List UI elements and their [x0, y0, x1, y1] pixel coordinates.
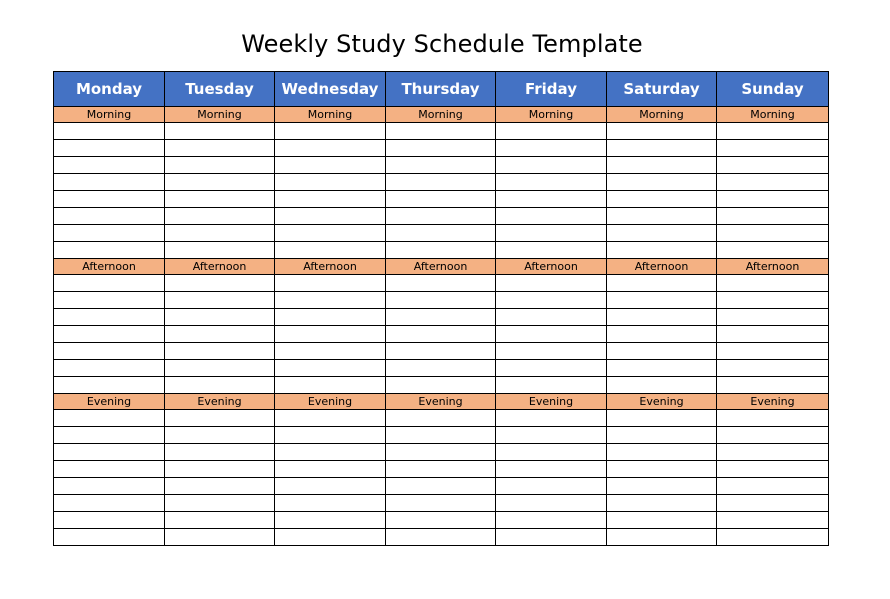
table-row — [54, 174, 829, 191]
schedule-cell[interactable] — [165, 478, 275, 495]
period-label-afternoon-thursday: Afternoon — [386, 259, 496, 275]
schedule-cell[interactable] — [496, 427, 607, 444]
schedule-cell[interactable] — [717, 495, 829, 512]
period-label-evening-friday: Evening — [496, 394, 607, 410]
schedule-cell[interactable] — [607, 157, 717, 174]
table-row — [54, 529, 829, 546]
schedule-cell[interactable] — [607, 309, 717, 326]
schedule-cell[interactable] — [607, 191, 717, 208]
schedule-cell[interactable] — [717, 444, 829, 461]
table-row — [54, 427, 829, 444]
schedule-cell[interactable] — [607, 275, 717, 292]
schedule-cell[interactable] — [496, 529, 607, 546]
day-header-row — [54, 72, 829, 107]
schedule-cell[interactable] — [275, 191, 386, 208]
schedule-cell[interactable] — [717, 529, 829, 546]
period-label-evening-sunday: Evening — [717, 394, 829, 410]
period-label-morning-sunday: Morning — [717, 107, 829, 123]
schedule-cell[interactable] — [717, 123, 829, 140]
schedule-cell[interactable] — [275, 410, 386, 427]
table-row — [54, 309, 829, 326]
schedule-cell[interactable] — [717, 512, 829, 529]
table-row — [54, 242, 829, 259]
schedule-cell[interactable] — [717, 360, 829, 377]
period-label-afternoon-wednesday: Afternoon — [275, 259, 386, 275]
schedule-cell[interactable] — [54, 292, 165, 309]
schedule-cell[interactable] — [54, 309, 165, 326]
schedule-cell[interactable] — [386, 377, 496, 394]
schedule-cell[interactable] — [54, 529, 165, 546]
schedule-cell[interactable] — [54, 512, 165, 529]
day-header-tuesday: Tuesday — [165, 72, 275, 107]
schedule-cell[interactable] — [165, 292, 275, 309]
schedule-cell[interactable] — [165, 461, 275, 478]
schedule-cell[interactable] — [496, 140, 607, 157]
schedule-cell[interactable] — [275, 343, 386, 360]
schedule-cell[interactable] — [54, 343, 165, 360]
schedule-cell[interactable] — [496, 174, 607, 191]
schedule-cell[interactable] — [54, 191, 165, 208]
schedule-cell[interactable] — [275, 157, 386, 174]
schedule-cell[interactable] — [607, 208, 717, 225]
schedule-cell[interactable] — [275, 225, 386, 242]
schedule-cell[interactable] — [496, 225, 607, 242]
schedule-cell[interactable] — [386, 174, 496, 191]
schedule-cell[interactable] — [54, 157, 165, 174]
schedule-cell[interactable] — [165, 157, 275, 174]
schedule-cell[interactable] — [607, 444, 717, 461]
table-row — [54, 444, 829, 461]
schedule-cell[interactable] — [607, 495, 717, 512]
schedule-cell[interactable] — [496, 512, 607, 529]
schedule-cell[interactable] — [496, 444, 607, 461]
period-label-afternoon-tuesday: Afternoon — [165, 259, 275, 275]
schedule-cell[interactable] — [275, 174, 386, 191]
schedule-cell[interactable] — [386, 495, 496, 512]
schedule-cell[interactable] — [275, 377, 386, 394]
schedule-cell[interactable] — [496, 242, 607, 259]
schedule-cell[interactable] — [54, 444, 165, 461]
schedule-cell[interactable] — [496, 326, 607, 343]
schedule-cell[interactable] — [717, 157, 829, 174]
schedule-cell[interactable] — [165, 427, 275, 444]
schedule-cell[interactable] — [275, 309, 386, 326]
schedule-cell[interactable] — [54, 360, 165, 377]
schedule-cell[interactable] — [607, 360, 717, 377]
period-label-evening-tuesday: Evening — [165, 394, 275, 410]
schedule-cell[interactable] — [386, 309, 496, 326]
schedule-cell[interactable] — [717, 225, 829, 242]
table-row — [54, 461, 829, 478]
schedule-cell[interactable] — [496, 377, 607, 394]
schedule-cell[interactable] — [275, 529, 386, 546]
schedule-cell[interactable] — [275, 512, 386, 529]
schedule-cell[interactable] — [386, 512, 496, 529]
schedule-cell[interactable] — [717, 191, 829, 208]
schedule-cell[interactable] — [165, 512, 275, 529]
schedule-cell[interactable] — [54, 208, 165, 225]
schedule-cell[interactable] — [275, 140, 386, 157]
schedule-cell[interactable] — [165, 444, 275, 461]
schedule-cell[interactable] — [386, 444, 496, 461]
schedule-cell[interactable] — [386, 140, 496, 157]
schedule-cell[interactable] — [607, 461, 717, 478]
schedule-cell[interactable] — [717, 275, 829, 292]
period-label-morning-friday: Morning — [496, 107, 607, 123]
period-label-morning-tuesday: Morning — [165, 107, 275, 123]
schedule-cell[interactable] — [386, 157, 496, 174]
schedule-cell[interactable] — [54, 461, 165, 478]
schedule-cell[interactable] — [607, 529, 717, 546]
schedule-cell[interactable] — [165, 225, 275, 242]
period-label-evening-saturday: Evening — [607, 394, 717, 410]
schedule-cell[interactable] — [54, 140, 165, 157]
schedule-cell[interactable] — [496, 360, 607, 377]
schedule-cell[interactable] — [54, 225, 165, 242]
schedule-cell[interactable] — [54, 275, 165, 292]
schedule-cell[interactable] — [717, 140, 829, 157]
schedule-cell[interactable] — [165, 410, 275, 427]
schedule-cell[interactable] — [386, 191, 496, 208]
schedule-cell[interactable] — [496, 461, 607, 478]
period-label-afternoon-monday: Afternoon — [54, 259, 165, 275]
schedule-cell[interactable] — [54, 410, 165, 427]
table-row — [54, 360, 829, 377]
schedule-cell[interactable] — [165, 208, 275, 225]
table-row — [54, 326, 829, 343]
schedule-cell[interactable] — [54, 427, 165, 444]
day-header-wednesday: Wednesday — [275, 72, 386, 107]
schedule-cell[interactable] — [165, 191, 275, 208]
schedule-cell[interactable] — [496, 157, 607, 174]
day-header-monday: Monday — [54, 72, 165, 107]
table-row — [54, 140, 829, 157]
period-label-afternoon-friday: Afternoon — [496, 259, 607, 275]
schedule-cell[interactable] — [717, 242, 829, 259]
schedule-cell[interactable] — [607, 343, 717, 360]
schedule-cell[interactable] — [275, 444, 386, 461]
schedule-cell[interactable] — [496, 275, 607, 292]
period-label-morning-wednesday: Morning — [275, 107, 386, 123]
schedule-cell[interactable] — [275, 242, 386, 259]
schedule-cell[interactable] — [607, 225, 717, 242]
schedule-cell[interactable] — [607, 427, 717, 444]
schedule-cell[interactable] — [165, 529, 275, 546]
schedule-cell[interactable] — [54, 326, 165, 343]
page-title: Weekly Study Schedule Template — [241, 30, 643, 58]
schedule-cell[interactable] — [165, 343, 275, 360]
period-label-evening-thursday: Evening — [386, 394, 496, 410]
schedule-cell[interactable] — [717, 343, 829, 360]
schedule-cell[interactable] — [717, 292, 829, 309]
period-label-afternoon-saturday: Afternoon — [607, 259, 717, 275]
schedule-cell[interactable] — [54, 377, 165, 394]
schedule-cell[interactable] — [717, 427, 829, 444]
schedule-cell[interactable] — [275, 123, 386, 140]
schedule-cell[interactable] — [165, 326, 275, 343]
schedule-cell[interactable] — [54, 174, 165, 191]
schedule-cell[interactable] — [275, 495, 386, 512]
schedule-cell[interactable] — [165, 377, 275, 394]
schedule-cell[interactable] — [275, 292, 386, 309]
schedule-cell[interactable] — [717, 208, 829, 225]
schedule-cell[interactable] — [165, 140, 275, 157]
schedule-cell[interactable] — [165, 242, 275, 259]
schedule-cell[interactable] — [386, 461, 496, 478]
schedule-cell[interactable] — [165, 360, 275, 377]
table-row — [54, 225, 829, 242]
schedule-cell[interactable] — [607, 478, 717, 495]
schedule-cell[interactable] — [275, 360, 386, 377]
schedule-cell[interactable] — [717, 174, 829, 191]
schedule-cell[interactable] — [386, 343, 496, 360]
schedule-cell[interactable] — [165, 309, 275, 326]
schedule-cell[interactable] — [717, 478, 829, 495]
period-row-evening — [54, 394, 829, 410]
table-row — [54, 275, 829, 292]
schedule-cell[interactable] — [386, 529, 496, 546]
table-row — [54, 512, 829, 529]
table-row — [54, 377, 829, 394]
schedule-cell[interactable] — [496, 309, 607, 326]
table-row — [54, 495, 829, 512]
schedule-cell[interactable] — [717, 326, 829, 343]
day-header-saturday: Saturday — [607, 72, 717, 107]
schedule-cell[interactable] — [717, 461, 829, 478]
schedule-cell[interactable] — [386, 225, 496, 242]
schedule-cell[interactable] — [607, 292, 717, 309]
schedule-cell[interactable] — [386, 123, 496, 140]
schedule-cell[interactable] — [386, 242, 496, 259]
schedule-cell[interactable] — [275, 275, 386, 292]
schedule-cell[interactable] — [607, 377, 717, 394]
table-row — [54, 478, 829, 495]
schedule-cell[interactable] — [496, 343, 607, 360]
schedule-cell[interactable] — [386, 292, 496, 309]
period-label-evening-monday: Evening — [54, 394, 165, 410]
schedule-cell[interactable] — [607, 410, 717, 427]
schedule-cell[interactable] — [607, 123, 717, 140]
schedule-cell[interactable] — [386, 275, 496, 292]
schedule-cell[interactable] — [496, 495, 607, 512]
schedule-cell[interactable] — [386, 360, 496, 377]
table-row — [54, 343, 829, 360]
schedule-cell[interactable] — [275, 326, 386, 343]
schedule-cell[interactable] — [275, 208, 386, 225]
schedule-cell[interactable] — [607, 512, 717, 529]
schedule-cell[interactable] — [496, 123, 607, 140]
period-label-evening-wednesday: Evening — [275, 394, 386, 410]
schedule-cell[interactable] — [386, 427, 496, 444]
table-row — [54, 292, 829, 309]
period-label-morning-monday: Morning — [54, 107, 165, 123]
schedule-cell[interactable] — [717, 410, 829, 427]
schedule-body — [54, 107, 829, 546]
schedule-table — [53, 71, 829, 546]
period-label-morning-saturday: Morning — [607, 107, 717, 123]
schedule-cell[interactable] — [54, 123, 165, 140]
day-header-friday: Friday — [496, 72, 607, 107]
schedule-cell[interactable] — [275, 427, 386, 444]
schedule-cell[interactable] — [275, 461, 386, 478]
table-row — [54, 123, 829, 140]
schedule-cell[interactable] — [496, 292, 607, 309]
schedule-cell[interactable] — [54, 495, 165, 512]
schedule-cell[interactable] — [717, 309, 829, 326]
schedule-cell[interactable] — [607, 326, 717, 343]
schedule-cell[interactable] — [496, 208, 607, 225]
schedule-cell[interactable] — [386, 326, 496, 343]
table-row — [54, 157, 829, 174]
schedule-cell[interactable] — [165, 174, 275, 191]
schedule-cell[interactable] — [54, 242, 165, 259]
schedule-cell[interactable] — [386, 478, 496, 495]
schedule-cell[interactable] — [386, 410, 496, 427]
table-row — [54, 410, 829, 427]
schedule-cell[interactable] — [54, 478, 165, 495]
day-header-thursday: Thursday — [386, 72, 496, 107]
schedule-cell[interactable] — [275, 478, 386, 495]
schedule-cell[interactable] — [165, 123, 275, 140]
table-row — [54, 191, 829, 208]
schedule-cell[interactable] — [496, 478, 607, 495]
schedule-cell[interactable] — [496, 191, 607, 208]
period-label-afternoon-sunday: Afternoon — [717, 259, 829, 275]
schedule-cell[interactable] — [607, 242, 717, 259]
schedule-cell[interactable] — [165, 275, 275, 292]
day-header-sunday: Sunday — [717, 72, 829, 107]
schedule-cell[interactable] — [496, 410, 607, 427]
period-row-morning — [54, 107, 829, 123]
table-row — [54, 208, 829, 225]
schedule-cell[interactable] — [165, 495, 275, 512]
schedule-cell[interactable] — [607, 140, 717, 157]
schedule-cell[interactable] — [386, 208, 496, 225]
schedule-cell[interactable] — [717, 377, 829, 394]
period-row-afternoon — [54, 259, 829, 275]
period-label-morning-thursday: Morning — [386, 107, 496, 123]
schedule-cell[interactable] — [607, 174, 717, 191]
